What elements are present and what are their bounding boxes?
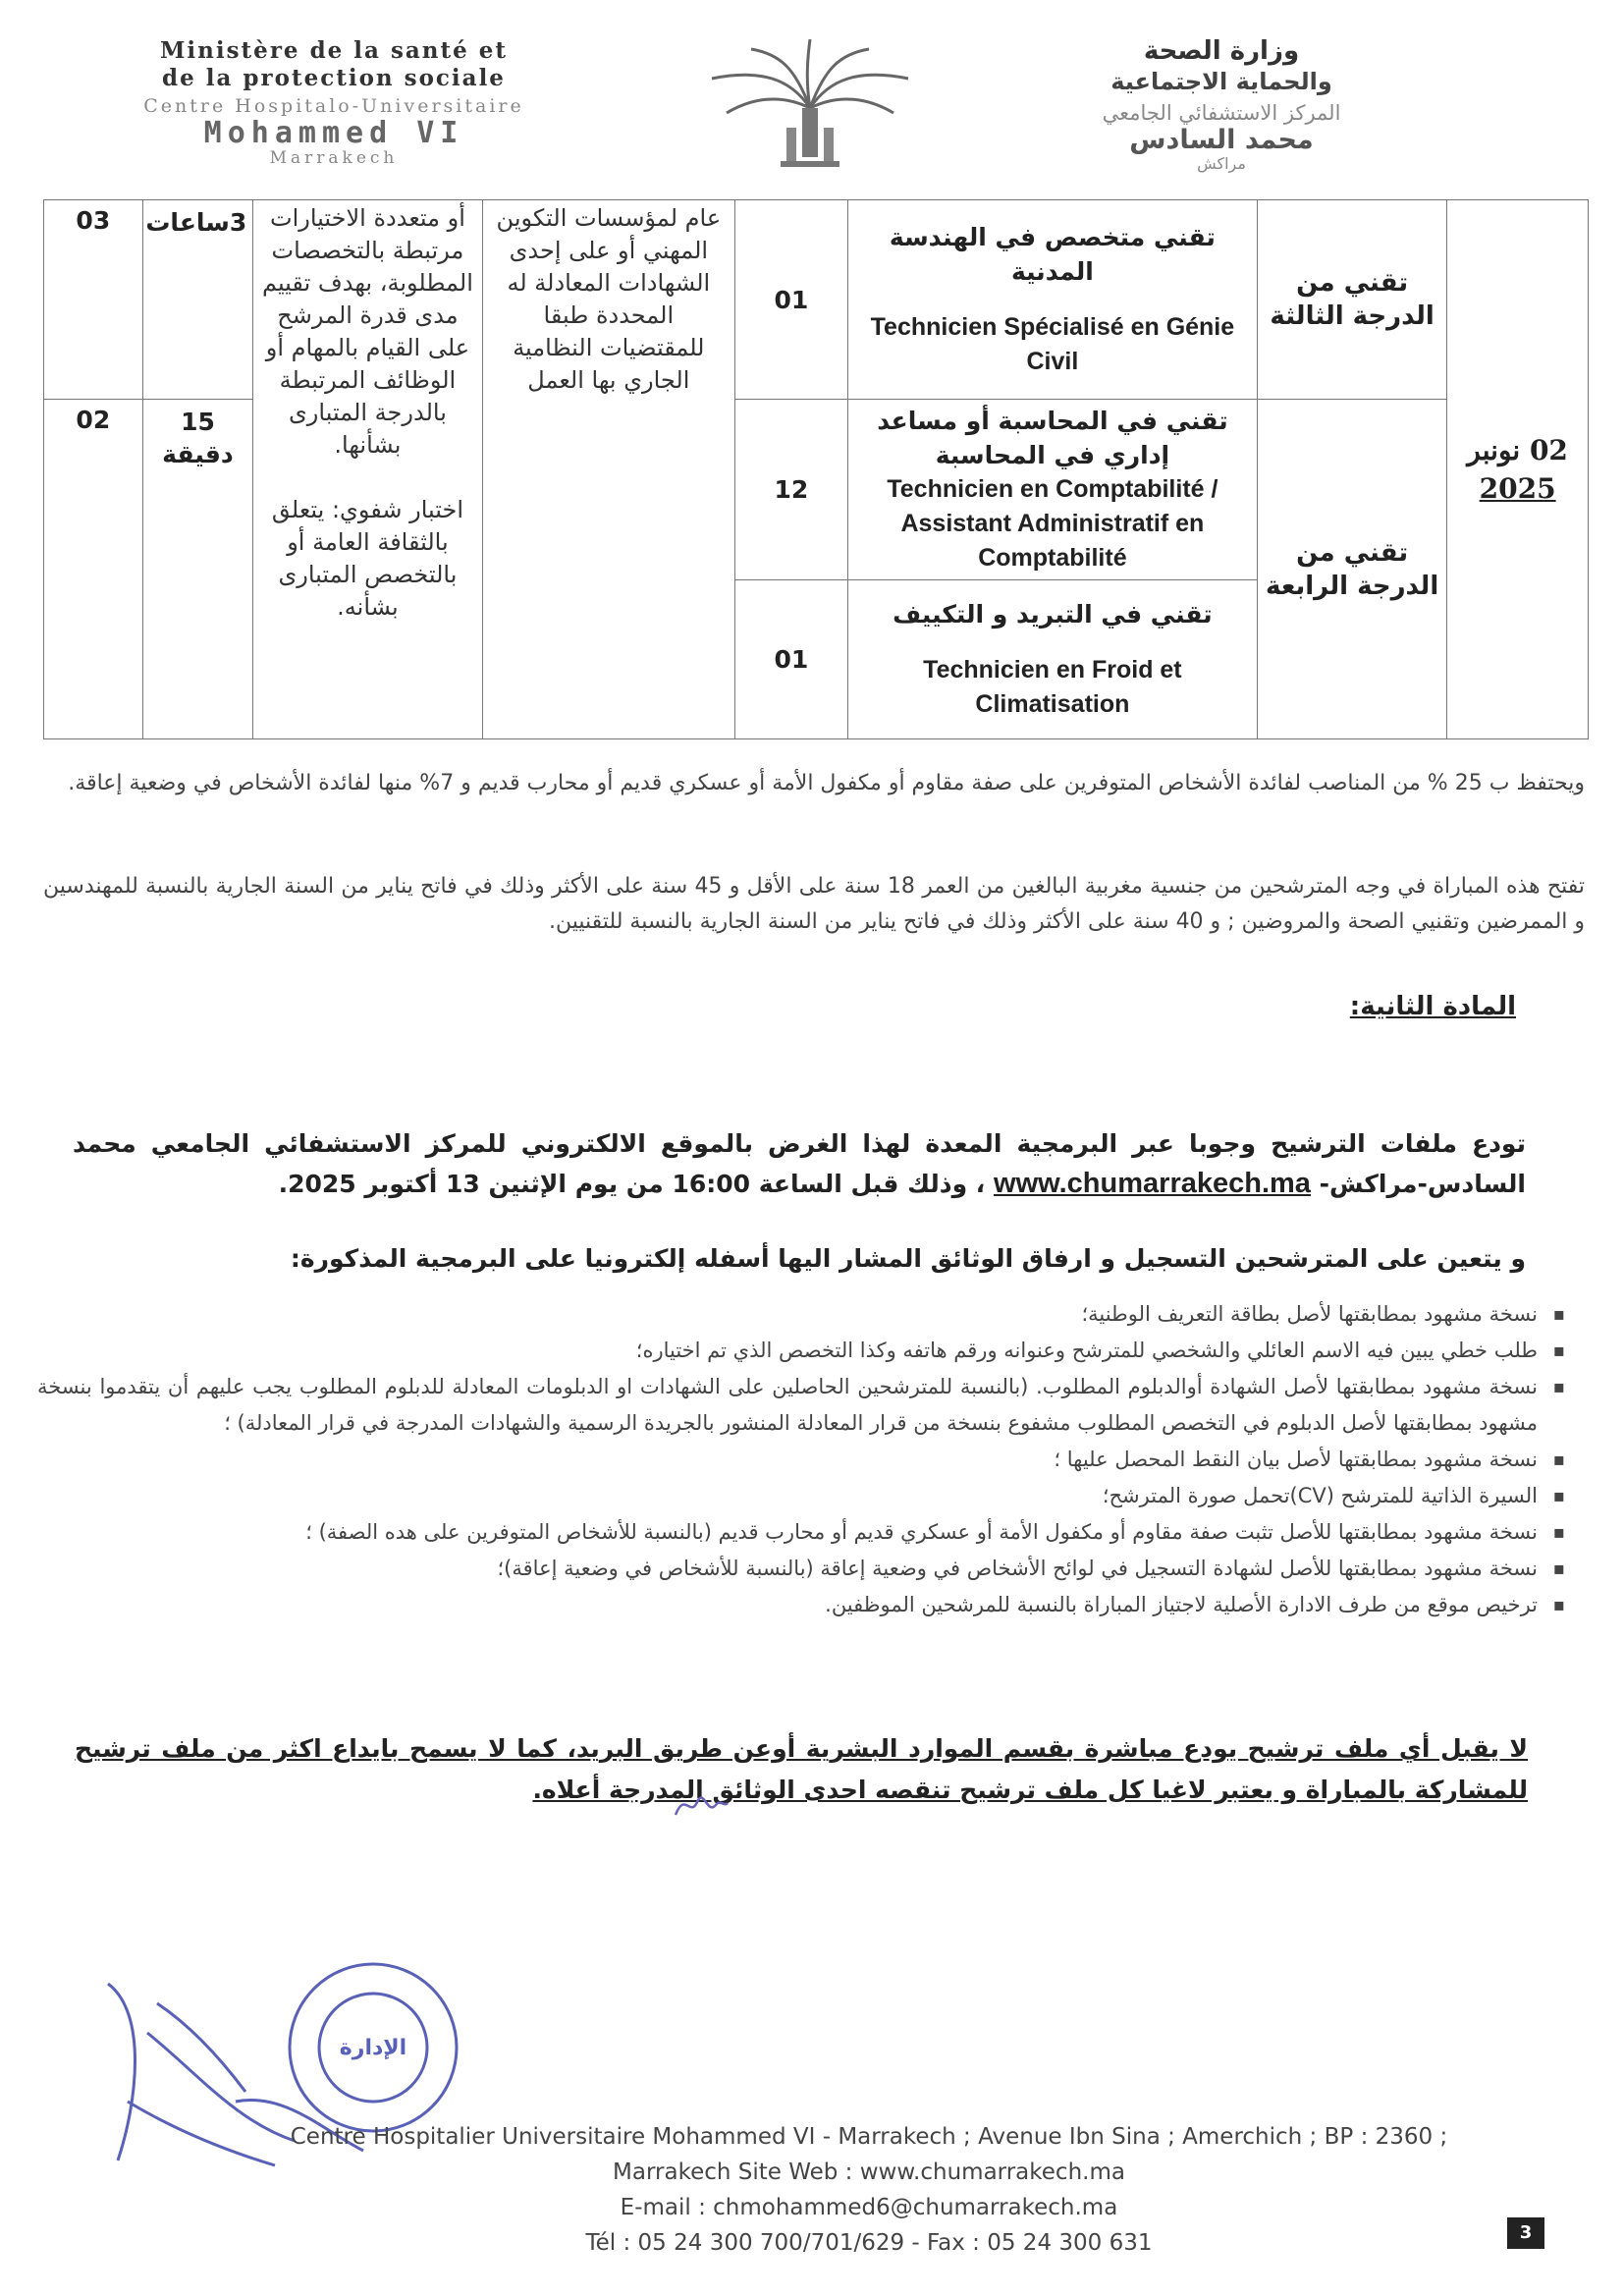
deposit-paragraph <box>73 1124 1526 1204</box>
ministry-ar-line1: وزارة الصحة <box>1143 36 1300 66</box>
exam-date <box>1447 200 1589 739</box>
coefficient-written: 03 <box>44 200 143 400</box>
duration-written: 3ساعات <box>142 200 253 400</box>
footer-email: E-mail : chmohammed6@chumarrakech.ma <box>620 2195 1118 2220</box>
deposit-website-link[interactable]: www.chumarrakech.ma <box>994 1168 1311 1199</box>
posts-count: 01 <box>735 580 848 739</box>
specialty-ar: تقني متخصص في الهندسة المدنية <box>889 223 1216 286</box>
exam-date-year: 2025 <box>1479 472 1556 505</box>
coefficient-oral-text: 02 <box>76 406 111 434</box>
specialty-fr: Technicien en Comptabilité / Assistant Administratif en Comptabilité <box>887 475 1218 572</box>
exam-description <box>253 200 482 739</box>
exam-oral: اختبار شفوي: يتعلق بالثقافة العامة أو بالتخصص المتبارى بشأنه. <box>271 496 464 621</box>
duration-oral-text: 15 دقيقة <box>162 408 234 468</box>
list-item: ▪ نسخة مشهود بمطابقتها للأصل لشهادة التسجيل في لوائح الأشخاص في وضعية إعاقة (بالنسبة للأشخاص في وضعية إعاقة)؛ <box>37 1551 1565 1587</box>
center-city: Marrakech <box>269 148 399 168</box>
footer-address: Centre Hospitalier Universitaire Mohammed VI - Marrakech ; Avenue Ibn Sina ; Amerchich ; BP : 2360 ; <box>290 2124 1448 2150</box>
specialty-ar: تقني في التبريد و التكييف <box>893 600 1213 629</box>
article-two-heading: المادة الثانية: <box>1349 992 1516 1021</box>
deposit-text: تودع ملفات الترشيح وجوبا عبر البرمجية المعدة لهذا الغرض بالموقع الالكتروني للمركز الاستشفائي الجامعي محمد السادس-مراكش- <box>73 1129 1526 1198</box>
specialty-cell <box>847 400 1257 580</box>
center-ar-city: مراكش <box>1197 154 1246 173</box>
page-number: 3 <box>1507 2217 1544 2249</box>
stamp-text: الإدارة <box>339 2036 407 2060</box>
documents-intro: و يتعين على المترشحين التسجيل و ارفاق الوثائق المشار اليها أسفله إلكترونيا على البرمجية المذكورة: <box>290 1244 1526 1273</box>
posts-count: 12 <box>735 400 848 580</box>
ministry-line1: Ministère de la santé et <box>159 37 509 64</box>
specialty-fr: Technicien Spécialisé en Génie Civil <box>870 313 1235 375</box>
age-paragraph: تفتح هذه المباراة في وجه المترشحين من جنسية مغربية البالغين من العمر 18 سنة على الأقل و 45 سنة على الأكثر وذلك في فاتح يناير من السنة الجارية بالنسبة للمهندسين و الممرضين وتقنيي الصحة والمروضين ; و 40 سنة على الأكثر وذلك في فاتح يناير من السنة الجارية بالنسبة للتقنيين. <box>43 874 1585 934</box>
header-french <box>69 37 599 167</box>
eligibility-condition: عام لمؤسسات التكوين المهني أو على إحدى الشهادات المعادلة له المحددة طبقا للمقتضيات النظامية الجاري بها العمل <box>482 200 734 739</box>
exam-date-day: 02 نونبر <box>1467 434 1568 466</box>
duration-oral <box>142 400 253 739</box>
ministry-line2: de la protection sociale <box>162 65 506 91</box>
list-item: ▪ ترخيص موقع من طرف الادارة الأصلية لاجتياز المباراة بالنسبة للمرشحين الموظفين. <box>37 1587 1565 1623</box>
list-item: ▪ نسخة مشهود بمطابقتها لأصل بطاقة التعريف الوطنية؛ <box>37 1296 1565 1333</box>
specialty-fr: Technicien en Froid et Climatisation <box>923 656 1182 718</box>
list-item: ▪ نسخة مشهود بمطابقتها لأصل بيان النقط المحصل عليها ؛ <box>37 1442 1565 1478</box>
palm-logo-icon <box>692 39 928 177</box>
list-item: ▪ نسخة مشهود بمطابقتها لأصل الشهادة أوالدبلوم المطلوب. (بالنسبة للمترشحين الحاصلين على الشهادات او الدبلومات المعادلة للدبلوم المطلوب يجب عليهم أن يتقدموا بنسخة مشهود بمطابقتها لأصل الدبلوم في التخصص المطلوب مشفوع بنسخة من قرار المعادلة المنشور بالجريدة الرسمية والشهادات المدرجة في قرار المعادلة) ؛ <box>37 1369 1565 1442</box>
footer-website: Marrakech Site Web : www.chumarrakech.ma <box>613 2159 1125 2185</box>
competition-table <box>43 199 1589 739</box>
list-item: ▪ طلب خطي يبين فيه الاسم العائلي والشخصي للمترشح وعنوانه ورقم هاتفه وكذا التخصص الذي تم اختياره؛ <box>37 1333 1565 1369</box>
center-ar-line: المركز الاستشفائي الجامعي <box>1102 101 1341 125</box>
list-item: ▪ نسخة مشهود بمطابقتها للأصل تثبت صفة مقاوم أو مكفول الأمة أو عسكري قديم أو محارب قديم (بالنسبة للأشخاص المتوفرين على هده الصفة) ؛ <box>37 1514 1565 1551</box>
specialty-cell <box>847 580 1257 739</box>
documents-list <box>37 1296 1565 1623</box>
posts-count: 01 <box>735 200 848 400</box>
exam-written: أو متعددة الاختيارات مرتبطة بالتخصصات المطلوبة، بهدف تقييم مدى قدرة المرشح على القيام بالمهام أو الوظائف المرتبطة بالدرجة المتبارى بشأنها. <box>261 204 473 459</box>
grade-cell: تقني من الدرجة الثالثة <box>1258 200 1447 400</box>
specialty-ar: تقني في المحاسبة أو مساعد إداري في المحاسبة <box>877 407 1228 469</box>
footer-phone: Tél : 05 24 300 700/701/629 - Fax : 05 24 300 631 <box>585 2230 1153 2256</box>
final-note: لا يقبل أي ملف ترشيح يودع مباشرة بقسم الموارد البشرية أوعن طريق البريد، كما لا يسمح بايداع اكثر من ملف ترشيح للمشاركة بالمباراة و يعتبر لاغيا كل ملف ترشيح تنقصه احدى الوثائق المدرجة أعلاه. <box>75 1734 1528 1804</box>
center-ar-name: محمد السادس <box>1129 125 1314 155</box>
center-name: Mohammed VI <box>203 116 464 150</box>
deposit-deadline: ، وذلك قبل الساعة 16:00 من يوم الإثنين 13 أكتوبر 2025. <box>278 1170 986 1198</box>
list-item: ▪ السيرة الذاتية للمترشح (CV)تحمل صورة المترشح؛ <box>37 1478 1565 1514</box>
reserve-paragraph: ويحتفظ ب 25 % من المناصب لفائدة الأشخاص المتوفرين على صفة مقاوم أو مكفول الأمة أو عسكري قديم أو محارب قديم و 7% منها لفائدة الأشخاص في وضعية إعاقة. <box>68 771 1585 795</box>
specialty-cell <box>847 200 1257 400</box>
coefficient-oral <box>44 400 143 739</box>
grade-cell: تقني من الدرجة الرابعة <box>1258 400 1447 739</box>
ministry-ar-line2: والحماية الاجتماعية <box>1110 68 1332 95</box>
center-line: Centre Hospitalo-Universitaire <box>143 95 524 117</box>
signature-mark-icon <box>671 1785 730 1825</box>
header-arabic <box>966 35 1477 173</box>
